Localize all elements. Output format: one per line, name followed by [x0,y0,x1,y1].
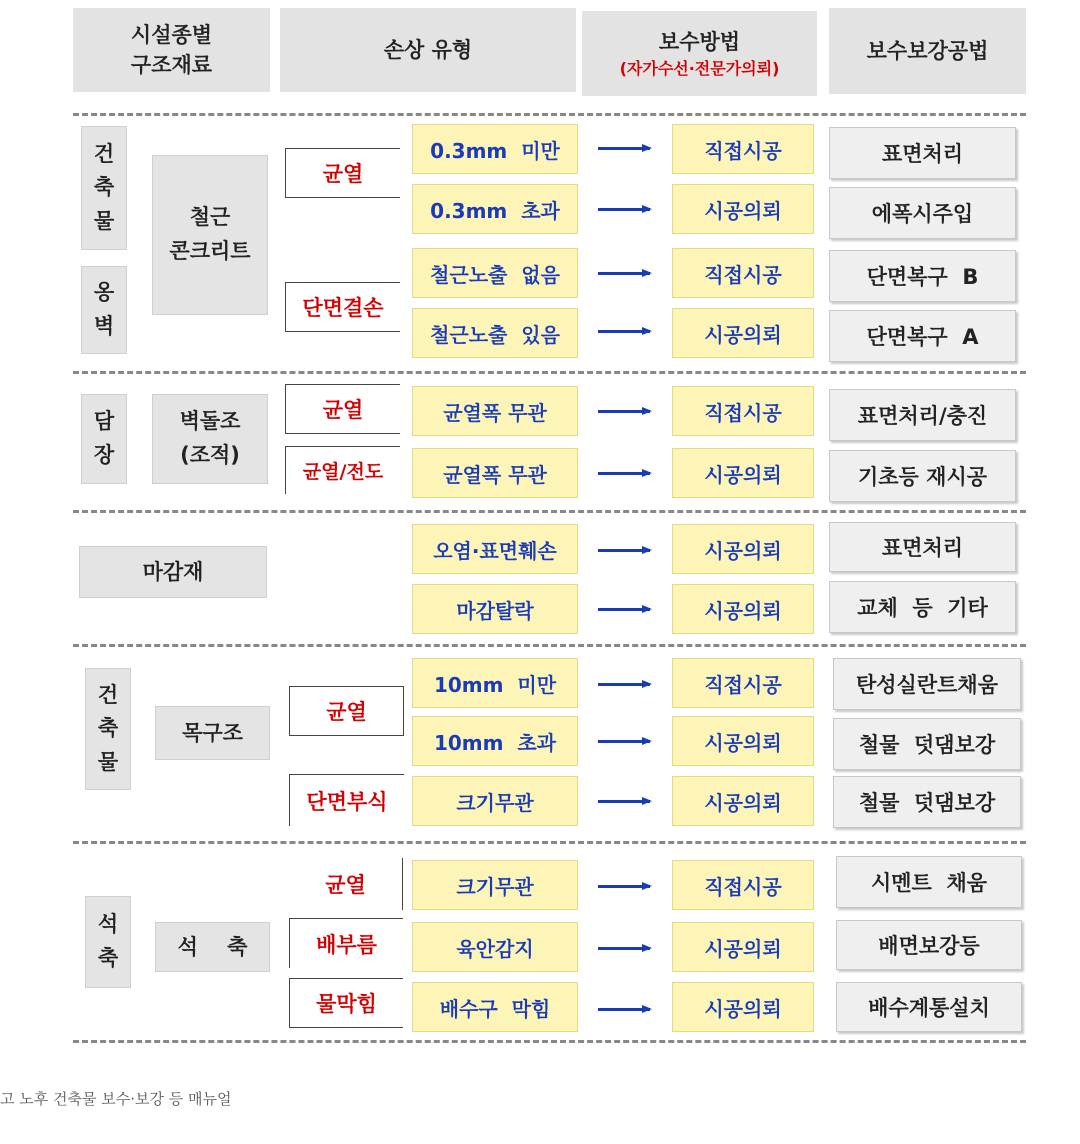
method-box: 시공의뢰 [672,584,814,634]
material-stone: 석 축 [155,922,270,972]
damage-crack: 균열 [289,686,404,736]
header-damage-type-label: 손상 유형 [383,37,473,62]
condition-box: 배수구 막힘 [412,982,578,1032]
material-line: 콘크리트 [169,239,251,263]
method-box: 직접시공 [672,658,814,708]
facility-building [81,126,127,250]
method-box: 시공의뢰 [672,922,814,972]
facility-char: 석 [97,912,119,937]
divider [73,510,1026,513]
damage-section-loss: 단면결손 [285,282,400,332]
technique-box: 단면복구 A [829,310,1016,362]
source-caption: 고 노후 건축물 보수·보강 등 매뉴얼 [0,1090,232,1108]
method-box: 시공의뢰 [672,776,814,826]
technique-box: 교체 등 기타 [829,581,1016,633]
arrow-right-icon [598,549,650,552]
arrow-right-icon [598,208,650,211]
arrow-right-icon [598,885,650,888]
divider [73,841,1026,844]
method-box: 직접시공 [672,386,814,436]
damage-crack: 균열 [285,384,400,434]
arrow-right-icon [598,410,650,413]
method-box: 직접시공 [672,248,814,298]
condition-box: 오염·표면훼손 [412,524,578,574]
damage-water-block: 물막힘 [289,978,403,1028]
technique-box: 탄성실란트채움 [833,658,1021,710]
technique-box: 표면처리/충진 [829,389,1016,441]
material-finishing: 마감재 [79,546,267,598]
facility-char: 장 [93,443,115,467]
method-box: 직접시공 [672,124,814,174]
condition-box: 균열폭 무관 [412,448,578,498]
technique-box: 배면보강등 [836,920,1022,970]
arrow-right-icon [598,740,650,743]
header-facility: 시설종별 [130,22,213,47]
facility-char: 물 [93,208,115,233]
condition-box: 0.3mm 미만 [412,124,578,174]
condition-box: 10mm 미만 [412,658,578,708]
technique-box: 단면복구 B [829,250,1016,302]
header-facility-material [73,8,270,92]
facility-char: 건 [93,141,115,166]
facility-char: 담 [93,409,115,434]
header-repair-technique [829,8,1026,94]
facility-building [85,668,131,790]
damage-section-decay: 단면부식 [289,774,404,826]
technique-box: 표면처리 [829,127,1016,179]
material-line: 철근 [189,205,231,230]
arrow-right-icon [598,608,650,611]
divider [73,371,1026,374]
material-wood: 목구조 [155,706,270,760]
condition-box: 크기무관 [412,776,578,826]
method-box: 시공의뢰 [672,308,814,358]
facility-char: 벽 [93,314,115,338]
divider [73,1040,1026,1043]
damage-bulge: 배부름 [289,918,403,968]
facility-retaining-wall [81,266,127,354]
header-damage-type [280,8,576,92]
facility-char: 옹 [93,280,115,305]
arrow-right-icon [598,800,650,803]
facility-char: 건 [97,682,119,707]
method-box: 직접시공 [672,860,814,910]
header-repair-technique-label: 보수보강공법 [866,38,989,63]
condition-box: 철근노출 있음 [412,308,578,358]
material-reinforced-concrete [152,155,268,315]
method-box: 시공의뢰 [672,716,814,766]
arrow-right-icon [598,947,650,950]
condition-box: 철근노출 없음 [412,248,578,298]
method-box: 시공의뢰 [672,982,814,1032]
arrow-right-icon [598,1008,650,1011]
technique-box: 표면처리 [829,522,1016,572]
material-brick [152,394,268,484]
facility-char: 축 [97,946,119,970]
damage-crack: 균열 [285,148,400,198]
header-repair-method [582,11,817,96]
arrow-right-icon [598,472,650,475]
divider [73,113,1026,116]
method-box: 시공의뢰 [672,184,814,234]
method-box: 시공의뢰 [672,448,814,498]
technique-box: 시멘트 채움 [836,856,1022,908]
condition-box: 균열폭 무관 [412,386,578,436]
arrow-right-icon [598,272,650,275]
material-line: 벽돌조 [179,409,241,434]
arrow-right-icon [598,683,650,686]
material-line: (조적) [180,443,240,467]
header-repair-method-sub: (자가수선·전문가의뢰) [619,59,780,79]
condition-box: 마감탈락 [412,584,578,634]
header-repair-method-label: 보수방법 [658,29,741,54]
technique-box: 에폭시주입 [829,187,1016,239]
facility-stone-wall [85,896,131,988]
damage-crack-tilt: 균열/전도 [285,446,400,494]
facility-char: 물 [97,749,119,774]
condition-box: 0.3mm 초과 [412,184,578,234]
technique-box: 철물 덧댐보강 [833,776,1021,828]
technique-box: 배수계통설치 [836,982,1022,1032]
arrow-right-icon [598,330,650,333]
condition-box: 크기무관 [412,860,578,910]
technique-box: 기초등 재시공 [829,450,1016,502]
facility-char: 축 [97,716,119,741]
method-box: 시공의뢰 [672,524,814,574]
damage-crack: 균열 [289,858,403,910]
arrow-right-icon [598,147,650,150]
facility-fence [81,394,127,484]
header-material: 구조재료 [130,53,213,77]
condition-box: 육안감지 [412,922,578,972]
facility-char: 축 [93,175,115,200]
condition-box: 10mm 초과 [412,716,578,766]
technique-box: 철물 덧댐보강 [833,718,1021,770]
divider [73,644,1026,647]
